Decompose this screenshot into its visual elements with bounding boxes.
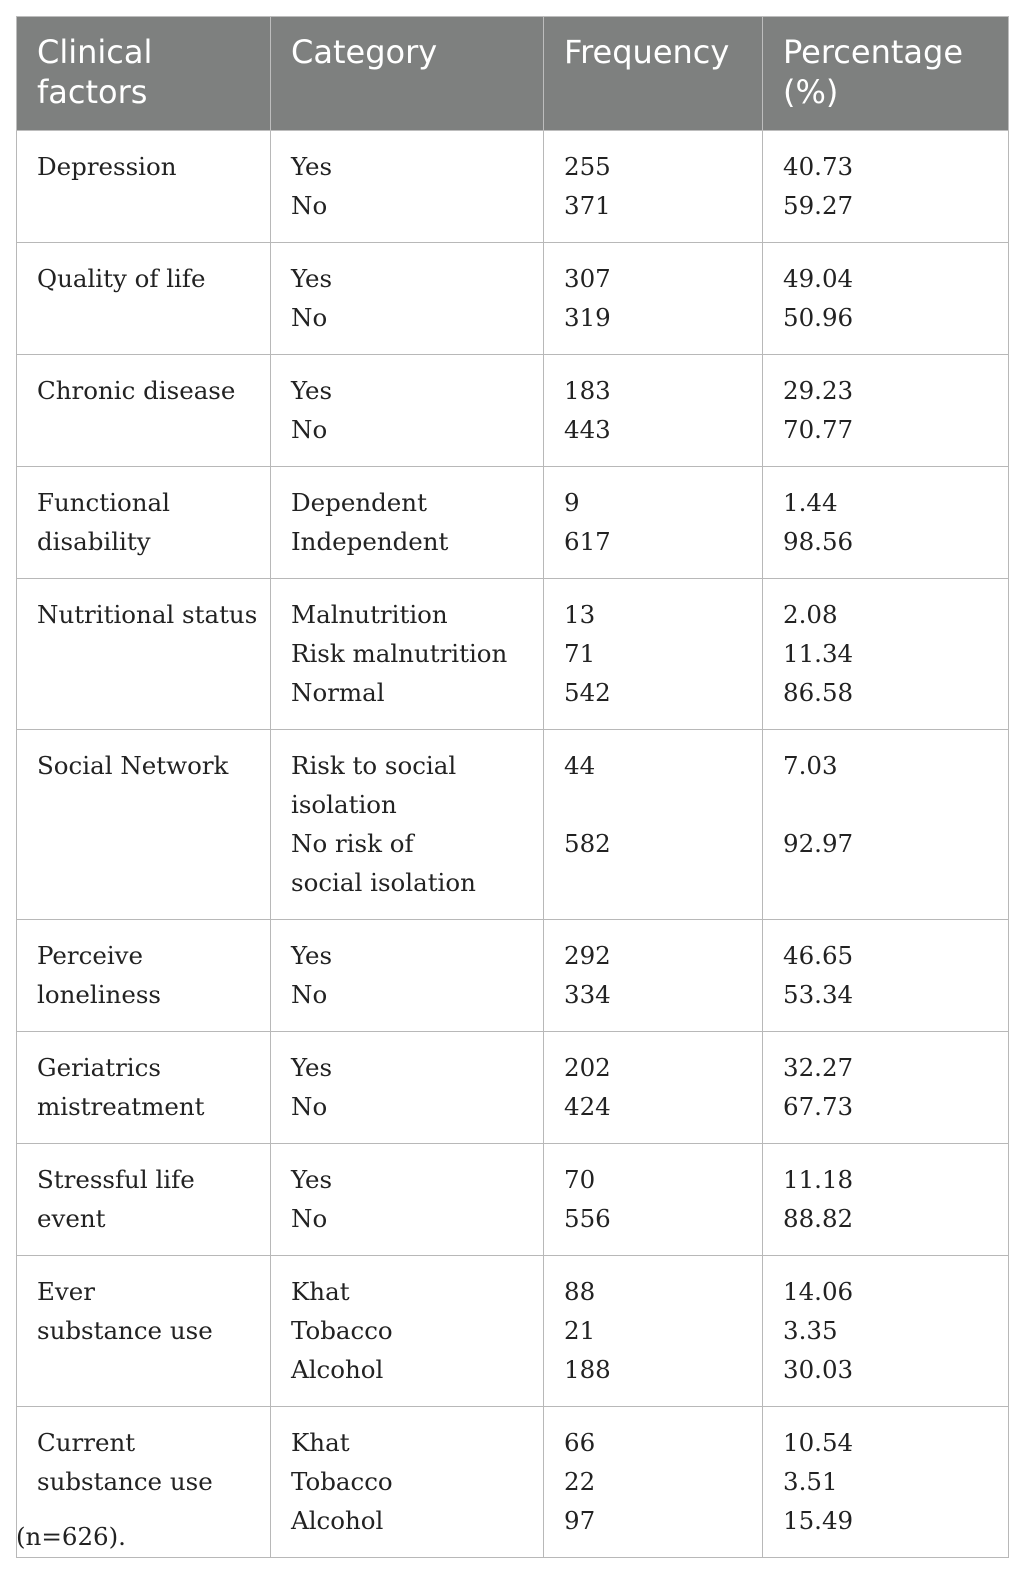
- category-value: No: [291, 415, 328, 444]
- table-footnote: (n=626).: [16, 1522, 126, 1551]
- frequency-cell: [544, 730, 763, 920]
- frequency-value: 21: [564, 1316, 596, 1345]
- frequency-value: 424: [564, 1092, 611, 1121]
- clinical-factor-label: Social Network: [37, 751, 229, 780]
- category-value: No: [291, 1204, 328, 1233]
- frequency-cell: [544, 467, 763, 579]
- category-value: Khat: [291, 1277, 350, 1306]
- frequency-cell: [544, 1032, 763, 1144]
- frequency-value: 542: [564, 678, 611, 707]
- table-header: [17, 17, 1009, 131]
- category-value: Tobacco: [291, 1316, 393, 1345]
- frequency-value: 319: [564, 303, 611, 332]
- category-value: Yes: [291, 1165, 333, 1194]
- clinical-factor-label: Ever substance use: [37, 1277, 213, 1345]
- frequency-value: 307: [564, 264, 611, 293]
- header-row: [17, 17, 1009, 131]
- category-value: No: [291, 980, 328, 1009]
- percentage-value: 59.27: [783, 191, 854, 220]
- category-value: Alcohol: [291, 1506, 384, 1535]
- category-value: Risk malnutrition: [291, 639, 508, 668]
- clinical-factor-cell: [17, 467, 271, 579]
- table-row: [17, 730, 1009, 920]
- frequency-value: 9: [564, 488, 580, 517]
- frequency-cell: [544, 1256, 763, 1407]
- percentage-cell: [763, 579, 1009, 730]
- percentage-value: 88.82: [783, 1204, 854, 1233]
- table-row: [17, 467, 1009, 579]
- clinical-factor-label: Perceive loneliness: [37, 941, 161, 1009]
- table-row: [17, 131, 1009, 243]
- category-cell: [271, 730, 544, 920]
- frequency-value: 255: [564, 152, 611, 181]
- table-row: [17, 243, 1009, 355]
- category-cell: [271, 355, 544, 467]
- frequency-value: 556: [564, 1204, 611, 1233]
- table-row: [17, 579, 1009, 730]
- percentage-cell: [763, 1256, 1009, 1407]
- percentage-value: 67.73: [783, 1092, 854, 1121]
- clinical-factor-label: Geriatrics mistreatment: [37, 1053, 205, 1121]
- frequency-value: 66: [564, 1428, 596, 1457]
- percentage-value: 86.58: [783, 678, 854, 707]
- percentage-value: 32.27: [783, 1053, 854, 1082]
- clinical-factor-cell: [17, 730, 271, 920]
- frequency-value: 70: [564, 1165, 596, 1194]
- percentage-value: 15.49: [783, 1506, 854, 1535]
- category-value: No: [291, 191, 328, 220]
- percentage-value: 29.23: [783, 376, 854, 405]
- clinical-factor-cell: [17, 355, 271, 467]
- percentage-cell: [763, 1032, 1009, 1144]
- percentage-cell: [763, 355, 1009, 467]
- category-value: Yes: [291, 152, 333, 181]
- frequency-cell: [544, 920, 763, 1032]
- category-cell: [271, 1144, 544, 1256]
- percentage-cell: [763, 920, 1009, 1032]
- frequency-value: 617: [564, 527, 611, 556]
- category-cell: [271, 131, 544, 243]
- category-value: Dependent: [291, 488, 427, 517]
- percentage-value: 10.54: [783, 1428, 854, 1457]
- category-cell: [271, 467, 544, 579]
- frequency-value: 371: [564, 191, 611, 220]
- header-percentage: Percentage (%): [763, 17, 1009, 131]
- table-row: [17, 920, 1009, 1032]
- category-value: Risk to social isolation: [291, 751, 457, 819]
- percentage-value: 49.04: [783, 264, 854, 293]
- frequency-cell: [544, 131, 763, 243]
- table-row: [17, 355, 1009, 467]
- frequency-value: 71: [564, 639, 596, 668]
- clinical-factor-cell: [17, 131, 271, 243]
- category-cell: [271, 579, 544, 730]
- percentage-value: 92.97: [783, 829, 854, 858]
- clinical-factor-cell: [17, 920, 271, 1032]
- category-value: Yes: [291, 1053, 333, 1082]
- category-value: Yes: [291, 264, 333, 293]
- percentage-cell: [763, 243, 1009, 355]
- clinical-factors-table: [16, 16, 1009, 1558]
- percentage-value: 30.03: [783, 1355, 854, 1384]
- category-value: No: [291, 1092, 328, 1121]
- frequency-value: 44: [564, 751, 596, 780]
- table-row: [17, 1144, 1009, 1256]
- percentage-value: 11.34: [783, 639, 854, 668]
- frequency-value: 334: [564, 980, 611, 1009]
- clinical-factor-label: Current substance use: [37, 1428, 213, 1496]
- percentage-value: 14.06: [783, 1277, 854, 1306]
- category-value: No risk of social isolation: [291, 829, 476, 897]
- percentage-value: 2.08: [783, 600, 838, 629]
- category-value: Yes: [291, 941, 333, 970]
- clinical-factor-cell: [17, 1032, 271, 1144]
- clinical-factor-label: Quality of life: [37, 264, 206, 293]
- clinical-factors-table-container: [16, 16, 1008, 1558]
- percentage-value: 3.51: [783, 1467, 838, 1496]
- percentage-cell: [763, 467, 1009, 579]
- header-frequency: Frequency: [544, 17, 763, 131]
- header-category: Category: [271, 17, 544, 131]
- frequency-value: 443: [564, 415, 611, 444]
- percentage-value: 53.34: [783, 980, 854, 1009]
- percentage-value: 98.56: [783, 527, 854, 556]
- percentage-value: 3.35: [783, 1316, 838, 1345]
- table-row: [17, 1032, 1009, 1144]
- clinical-factor-cell: [17, 579, 271, 730]
- frequency-value: 183: [564, 376, 611, 405]
- category-cell: [271, 1032, 544, 1144]
- category-cell: [271, 1256, 544, 1407]
- frequency-cell: [544, 1144, 763, 1256]
- frequency-cell: [544, 355, 763, 467]
- category-value: Alcohol: [291, 1355, 384, 1384]
- percentage-cell: [763, 730, 1009, 920]
- frequency-value: 188: [564, 1355, 611, 1384]
- category-value: Malnutrition: [291, 600, 448, 629]
- clinical-factor-label: Depression: [37, 152, 177, 181]
- category-value: Independent: [291, 527, 449, 556]
- frequency-value: 292: [564, 941, 611, 970]
- category-value: No: [291, 303, 328, 332]
- percentage-cell: [763, 131, 1009, 243]
- percentage-value: 70.77: [783, 415, 854, 444]
- category-value: Khat: [291, 1428, 350, 1457]
- category-value: Normal: [291, 678, 385, 707]
- frequency-value: 13: [564, 600, 596, 629]
- percentage-value: 50.96: [783, 303, 854, 332]
- category-value: Yes: [291, 376, 333, 405]
- clinical-factor-cell: [17, 243, 271, 355]
- table-body: [17, 131, 1009, 1558]
- frequency-cell: [544, 1407, 763, 1558]
- frequency-value: 202: [564, 1053, 611, 1082]
- clinical-factor-label: Functional disability: [37, 488, 170, 556]
- category-cell: [271, 1407, 544, 1558]
- table-row: [17, 1256, 1009, 1407]
- percentage-value: 11.18: [783, 1165, 854, 1194]
- percentage-value: 40.73: [783, 152, 854, 181]
- frequency-cell: [544, 579, 763, 730]
- category-cell: [271, 920, 544, 1032]
- percentage-value: 1.44: [783, 488, 838, 517]
- percentage-cell: [763, 1407, 1009, 1558]
- category-value: Tobacco: [291, 1467, 393, 1496]
- category-cell: [271, 243, 544, 355]
- frequency-value: 97: [564, 1506, 596, 1535]
- percentage-value: 46.65: [783, 941, 854, 970]
- clinical-factor-cell: [17, 1256, 271, 1407]
- frequency-value: 88: [564, 1277, 596, 1306]
- percentage-cell: [763, 1144, 1009, 1256]
- header-clinical-factors: Clinical factors: [17, 17, 271, 131]
- clinical-factor-label: Stressful life event: [37, 1165, 195, 1233]
- table-row: [17, 1407, 1009, 1558]
- percentage-value: 7.03: [783, 751, 838, 780]
- frequency-cell: [544, 243, 763, 355]
- frequency-value: 22: [564, 1467, 596, 1496]
- frequency-value: 582: [564, 829, 611, 858]
- clinical-factor-label: Chronic disease: [37, 376, 236, 405]
- clinical-factor-label: Nutritional status: [37, 600, 258, 629]
- clinical-factor-cell: [17, 1144, 271, 1256]
